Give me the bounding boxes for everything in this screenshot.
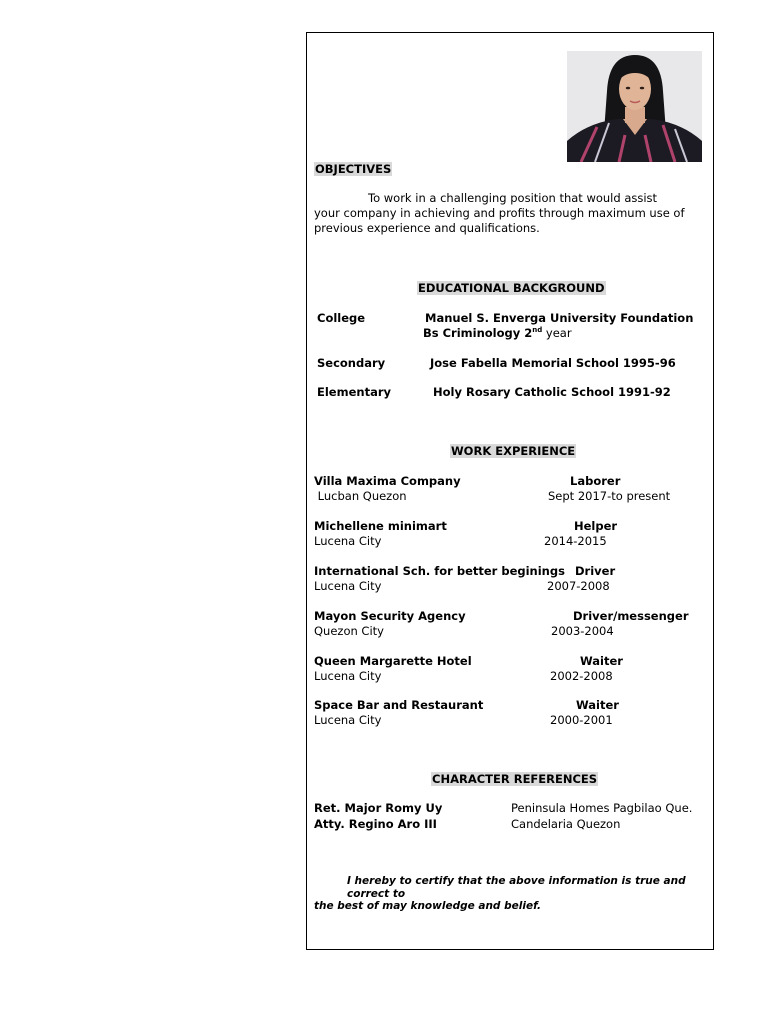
resume-page bbox=[306, 32, 714, 950]
job-location: Lucena City bbox=[314, 579, 382, 593]
job-period: 2007-2008 bbox=[547, 579, 610, 593]
job-period: Sept 2017-to present bbox=[548, 489, 671, 503]
reference-name: Atty. Regino Aro III bbox=[314, 817, 437, 831]
job-company: Michellene minimart bbox=[314, 519, 447, 533]
job-position: Driver/messenger bbox=[573, 609, 689, 623]
job-location: Lucban Quezon bbox=[314, 489, 407, 503]
portrait-photo bbox=[567, 51, 702, 162]
objectives-line: previous experience and qualifications. bbox=[314, 221, 540, 235]
college-course bbox=[423, 326, 572, 340]
job-period: 2014-2015 bbox=[544, 534, 607, 548]
elementary-school: Holy Rosary Catholic School 1991-92 bbox=[433, 385, 671, 399]
references-heading: CHARACTER REFERENCES bbox=[432, 772, 598, 786]
work-heading: WORK EXPERIENCE bbox=[451, 444, 576, 458]
college-label: College bbox=[317, 311, 366, 325]
job-position: Laborer bbox=[570, 474, 621, 488]
job-position: Driver bbox=[575, 564, 616, 578]
job-location: Quezon City bbox=[314, 624, 384, 638]
job-position: Waiter bbox=[576, 698, 619, 712]
reference-address: Candelaria Quezon bbox=[511, 817, 621, 831]
college-course-sup: nd bbox=[532, 326, 543, 335]
reference-name: Ret. Major Romy Uy bbox=[314, 801, 443, 815]
college-course-suffix: year bbox=[542, 326, 572, 340]
job-location: Lucena City bbox=[314, 713, 382, 727]
job-period: 2000-2001 bbox=[550, 713, 613, 727]
job-location: Lucena City bbox=[314, 534, 382, 548]
job-period: 2003-2004 bbox=[551, 624, 614, 638]
certification-line: the best of may knowledge and belief. bbox=[314, 900, 542, 912]
job-company: Space Bar and Restaurant bbox=[314, 698, 484, 712]
objectives-text bbox=[314, 191, 710, 236]
job-location: Lucena City bbox=[314, 669, 382, 683]
portrait-photo-icon bbox=[567, 51, 702, 162]
college-course-name: Bs Criminology 2 bbox=[423, 326, 533, 340]
job-company: International Sch. for better beginings bbox=[314, 564, 565, 578]
job-company: Villa Maxima Company bbox=[314, 474, 461, 488]
secondary-school: Jose Fabella Memorial School 1995-96 bbox=[430, 356, 676, 370]
elementary-label: Elementary bbox=[317, 385, 391, 399]
objectives-line: To work in a challenging position that would assist bbox=[368, 191, 658, 205]
secondary-label: Secondary bbox=[317, 356, 386, 370]
objectives-line: your company in achieving and profits through maximum use of bbox=[314, 206, 685, 220]
job-company: Queen Margarette Hotel bbox=[314, 654, 472, 668]
job-position: Helper bbox=[574, 519, 618, 533]
job-company: Mayon Security Agency bbox=[314, 609, 466, 623]
college-school: Manuel S. Enverga University Foundation bbox=[425, 311, 694, 325]
certification-line: I hereby to certify that the above information is true and correct to bbox=[347, 875, 686, 900]
job-period: 2002-2008 bbox=[550, 669, 613, 683]
certification-text bbox=[314, 875, 710, 913]
education-heading: EDUCATIONAL BACKGROUND bbox=[418, 281, 605, 295]
reference-address: Peninsula Homes Pagbilao Que. bbox=[511, 801, 693, 815]
objectives-heading: OBJECTIVES bbox=[315, 162, 392, 176]
job-position: Waiter bbox=[580, 654, 623, 668]
